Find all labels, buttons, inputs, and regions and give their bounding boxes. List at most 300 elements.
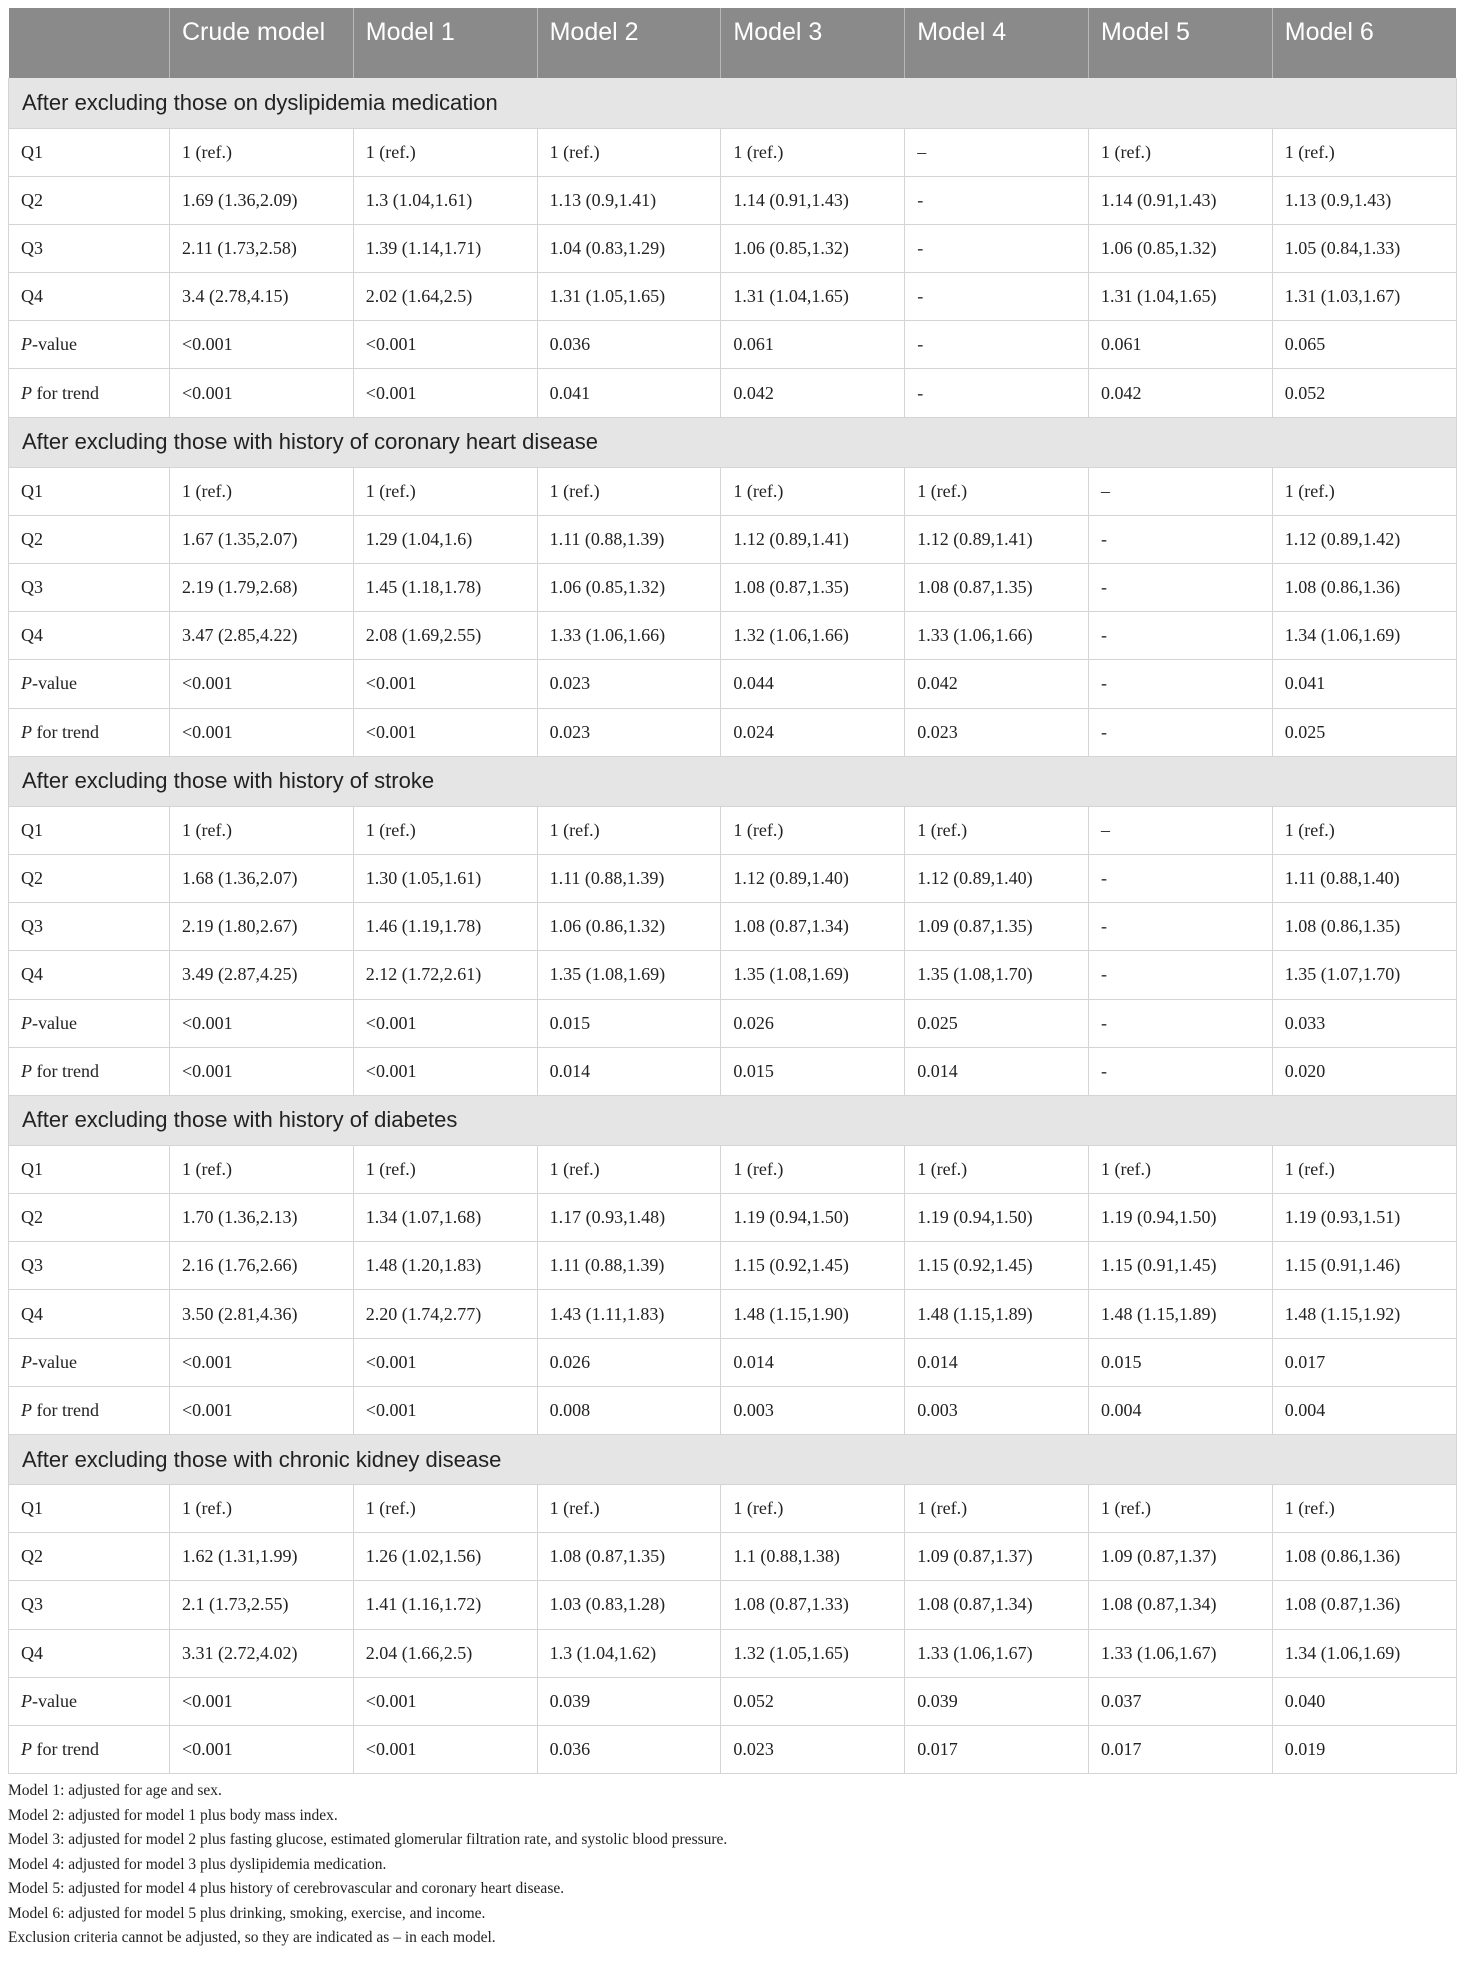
table-cell: 1 (ref.) — [721, 128, 905, 176]
table-cell: 2.1 (1.73,2.55) — [170, 1581, 354, 1629]
row-label-rest: -value — [32, 1012, 77, 1033]
table-cell: 1.12 (0.89,1.40) — [905, 854, 1089, 902]
table-cell: 0.033 — [1272, 999, 1456, 1047]
table-cell: 2.04 (1.66,2.5) — [353, 1629, 537, 1677]
table-cell: 1 (ref.) — [1088, 128, 1272, 176]
table-cell: 1 (ref.) — [353, 1485, 537, 1533]
table-cell: <0.001 — [353, 1047, 537, 1095]
table-cell: <0.001 — [170, 1386, 354, 1434]
section-header-row — [9, 1095, 1457, 1145]
table-cell: - — [1088, 612, 1272, 660]
table-cell: 1 (ref.) — [1272, 1145, 1456, 1193]
table-cell: 1.31 (1.05,1.65) — [537, 273, 721, 321]
table-cell: 1.31 (1.03,1.67) — [1272, 273, 1456, 321]
table-cell: <0.001 — [353, 660, 537, 708]
table-cell: <0.001 — [353, 1338, 537, 1386]
table-row — [9, 854, 1457, 902]
table-cell: 1 (ref.) — [170, 128, 354, 176]
table-cell: 1.33 (1.06,1.67) — [905, 1629, 1089, 1677]
table-row — [9, 564, 1457, 612]
table-cell: - — [1088, 564, 1272, 612]
table-row — [9, 176, 1457, 224]
table-cell: 0.036 — [537, 1725, 721, 1773]
section-header-row — [9, 1435, 1457, 1485]
table-cell: 1 (ref.) — [170, 467, 354, 515]
table-cell: - — [905, 321, 1089, 369]
table-cell: 2.20 (1.74,2.77) — [353, 1290, 537, 1338]
row-label-rest: for trend — [32, 1739, 99, 1760]
footnote: Exclusion criteria cannot be adjusted, so they are indicated as – in each model. — [8, 1929, 496, 1947]
row-label: Q2 — [9, 1194, 170, 1242]
table-row — [9, 1386, 1457, 1434]
table-cell: 3.31 (2.72,4.02) — [170, 1629, 354, 1677]
row-label: Q2 — [9, 176, 170, 224]
table-cell: - — [1088, 951, 1272, 999]
table-cell: 2.08 (1.69,2.55) — [353, 612, 537, 660]
table-row — [9, 1485, 1457, 1533]
row-label: Q4 — [9, 273, 170, 321]
table-row — [9, 806, 1457, 854]
row-label: Q4 — [9, 612, 170, 660]
table-cell: 0.003 — [905, 1386, 1089, 1434]
table-cell: - — [1088, 660, 1272, 708]
table-cell: 2.12 (1.72,2.61) — [353, 951, 537, 999]
header-cell: Model 4 — [905, 8, 1089, 78]
footnote: Model 4: adjusted for model 3 plus dyslipidemia medication. — [8, 1855, 387, 1873]
table-cell: 0.026 — [721, 999, 905, 1047]
table-cell: 1.46 (1.19,1.78) — [353, 903, 537, 951]
table-cell: 0.042 — [905, 660, 1089, 708]
table-cell: 0.023 — [537, 660, 721, 708]
table-row — [9, 999, 1457, 1047]
table-cell: 0.041 — [537, 369, 721, 417]
table-cell: 1 (ref.) — [353, 467, 537, 515]
row-label: Q1 — [9, 1485, 170, 1533]
table-cell: 1.09 (0.87,1.37) — [905, 1533, 1089, 1581]
table-cell: 1.11 (0.88,1.40) — [1272, 854, 1456, 902]
table-row — [9, 1629, 1457, 1677]
table-cell: 1.62 (1.31,1.99) — [170, 1533, 354, 1581]
table-cell: 1.08 (0.87,1.35) — [905, 564, 1089, 612]
table-cell: 3.49 (2.87,4.25) — [170, 951, 354, 999]
table-cell: 1.17 (0.93,1.48) — [537, 1194, 721, 1242]
row-label — [9, 321, 170, 369]
table-cell: 1 (ref.) — [353, 128, 537, 176]
table-cell: 1.48 (1.15,1.92) — [1272, 1290, 1456, 1338]
table-cell: 1.11 (0.88,1.39) — [537, 515, 721, 563]
table-row — [9, 1725, 1457, 1773]
table-row — [9, 467, 1457, 515]
row-label-rest: for trend — [32, 382, 99, 403]
table-row — [9, 951, 1457, 999]
table-cell: 1.06 (0.85,1.32) — [1088, 224, 1272, 272]
table-cell: <0.001 — [170, 1677, 354, 1725]
table-cell: 0.004 — [1272, 1386, 1456, 1434]
row-label-italic: P — [21, 382, 32, 403]
table-cell: 1 (ref.) — [721, 467, 905, 515]
table-cell: 1.08 (0.87,1.36) — [1272, 1581, 1456, 1629]
section-header-row — [9, 756, 1457, 806]
table-cell: 1.15 (0.91,1.46) — [1272, 1242, 1456, 1290]
table-cell: 1.12 (0.89,1.42) — [1272, 515, 1456, 563]
row-label — [9, 1047, 170, 1095]
table-cell: 0.014 — [721, 1338, 905, 1386]
table-cell: 0.024 — [721, 708, 905, 756]
table-cell: 0.015 — [1088, 1338, 1272, 1386]
row-label: Q3 — [9, 903, 170, 951]
section-title: After excluding those with history of diabetes — [9, 1095, 1457, 1145]
row-label-italic: P — [21, 334, 32, 355]
table-cell: 0.039 — [537, 1677, 721, 1725]
table-cell: 1.05 (0.84,1.33) — [1272, 224, 1456, 272]
table-row — [9, 1338, 1457, 1386]
header-row — [9, 8, 1457, 78]
table-cell: 1 (ref.) — [170, 806, 354, 854]
row-label: Q1 — [9, 128, 170, 176]
table-cell: <0.001 — [170, 999, 354, 1047]
table-cell: 0.026 — [537, 1338, 721, 1386]
table-cell: 2.11 (1.73,2.58) — [170, 224, 354, 272]
table-cell: 1 (ref.) — [170, 1485, 354, 1533]
table-cell: 0.017 — [905, 1725, 1089, 1773]
row-label: Q4 — [9, 1629, 170, 1677]
section-title: After excluding those with history of coronary heart disease — [9, 417, 1457, 467]
table-cell: 1.08 (0.87,1.35) — [721, 564, 905, 612]
table-cell: - — [1088, 708, 1272, 756]
table-cell: 0.044 — [721, 660, 905, 708]
table-cell: 0.023 — [721, 1725, 905, 1773]
row-label-italic: P — [21, 673, 32, 694]
table-cell: <0.001 — [353, 321, 537, 369]
table-cell: 1 (ref.) — [905, 1145, 1089, 1193]
table-cell: <0.001 — [353, 1725, 537, 1773]
table-row — [9, 1145, 1457, 1193]
row-label-italic: P — [21, 1351, 32, 1372]
table-cell: 0.008 — [537, 1386, 721, 1434]
table-cell: 1.19 (0.94,1.50) — [1088, 1194, 1272, 1242]
table-row — [9, 273, 1457, 321]
table-cell: 2.16 (1.76,2.66) — [170, 1242, 354, 1290]
table-cell: 0.040 — [1272, 1677, 1456, 1725]
table-cell: 1.67 (1.35,2.07) — [170, 515, 354, 563]
table-cell: 3.47 (2.85,4.22) — [170, 612, 354, 660]
section-title: After excluding those with history of stroke — [9, 756, 1457, 806]
row-label: Q3 — [9, 1581, 170, 1629]
table-cell: 1.19 (0.94,1.50) — [721, 1194, 905, 1242]
section-title: After excluding those with chronic kidney disease — [9, 1435, 1457, 1485]
row-label: Q4 — [9, 1290, 170, 1338]
table-cell: 1.33 (1.06,1.67) — [1088, 1629, 1272, 1677]
row-label: Q3 — [9, 224, 170, 272]
table-cell: 1 (ref.) — [170, 1145, 354, 1193]
table-cell: 1.11 (0.88,1.39) — [537, 1242, 721, 1290]
table-cell: 0.065 — [1272, 321, 1456, 369]
table-cell: <0.001 — [353, 1677, 537, 1725]
row-label — [9, 1725, 170, 1773]
table-cell: 1.06 (0.85,1.32) — [721, 224, 905, 272]
table-cell: 1 (ref.) — [1272, 1485, 1456, 1533]
row-label-italic: P — [21, 1399, 32, 1420]
table-cell: 0.039 — [905, 1677, 1089, 1725]
table-cell: 1.19 (0.94,1.50) — [905, 1194, 1089, 1242]
table-cell: 1.34 (1.06,1.69) — [1272, 612, 1456, 660]
table-cell: 1.08 (0.87,1.34) — [721, 903, 905, 951]
table-cell: 2.19 (1.80,2.67) — [170, 903, 354, 951]
table-cell: 1.13 (0.9,1.41) — [537, 176, 721, 224]
table-cell: <0.001 — [170, 1725, 354, 1773]
table-cell: 2.19 (1.79,2.68) — [170, 564, 354, 612]
table-row — [9, 1677, 1457, 1725]
table-cell: 1.35 (1.08,1.69) — [537, 951, 721, 999]
row-label — [9, 1338, 170, 1386]
table-cell: 1.29 (1.04,1.6) — [353, 515, 537, 563]
table-cell: 1.15 (0.92,1.45) — [905, 1242, 1089, 1290]
table-cell: 1.08 (0.87,1.33) — [721, 1581, 905, 1629]
table-cell: 0.041 — [1272, 660, 1456, 708]
table-cell: 1.1 (0.88,1.38) — [721, 1533, 905, 1581]
table-cell: 3.50 (2.81,4.36) — [170, 1290, 354, 1338]
table-row — [9, 1194, 1457, 1242]
table-cell: 1.12 (0.89,1.41) — [905, 515, 1089, 563]
table-cell: 1.08 (0.87,1.34) — [905, 1581, 1089, 1629]
table-cell: 1 (ref.) — [721, 1145, 905, 1193]
document — [8, 8, 1452, 1951]
table-cell: 1.04 (0.83,1.29) — [537, 224, 721, 272]
row-label — [9, 1677, 170, 1725]
table-cell: – — [1088, 806, 1272, 854]
table-cell: 1.08 (0.86,1.36) — [1272, 1533, 1456, 1581]
table-cell: - — [1088, 903, 1272, 951]
table-cell: 0.017 — [1272, 1338, 1456, 1386]
table-cell: 0.023 — [905, 708, 1089, 756]
table-cell: <0.001 — [170, 369, 354, 417]
table-cell: - — [905, 369, 1089, 417]
table-cell: 0.020 — [1272, 1047, 1456, 1095]
table-row — [9, 1533, 1457, 1581]
row-label-italic: P — [21, 1060, 32, 1081]
table-cell: 1 (ref.) — [721, 1485, 905, 1533]
table-cell: 1 (ref.) — [1088, 1145, 1272, 1193]
table-body — [9, 78, 1457, 1774]
table-cell: 0.019 — [1272, 1725, 1456, 1773]
table-cell: 1.45 (1.18,1.78) — [353, 564, 537, 612]
row-label: Q1 — [9, 806, 170, 854]
results-table — [8, 8, 1457, 1774]
row-label — [9, 660, 170, 708]
table-cell: 1.09 (0.87,1.35) — [905, 903, 1089, 951]
row-label: Q1 — [9, 467, 170, 515]
table-cell: <0.001 — [170, 321, 354, 369]
table-cell: 1 (ref.) — [537, 806, 721, 854]
header-cell: Model 6 — [1272, 8, 1456, 78]
header-cell: Model 2 — [537, 8, 721, 78]
table-cell: 1 (ref.) — [537, 1485, 721, 1533]
table-cell: 1 (ref.) — [905, 806, 1089, 854]
table-cell: 1.3 (1.04,1.61) — [353, 176, 537, 224]
table-cell: 1.30 (1.05,1.61) — [353, 854, 537, 902]
table-cell: <0.001 — [170, 660, 354, 708]
footnote: Model 1: adjusted for age and sex. — [8, 1782, 222, 1800]
table-cell: - — [1088, 854, 1272, 902]
table-cell: 1.15 (0.91,1.45) — [1088, 1242, 1272, 1290]
table-cell: 0.042 — [721, 369, 905, 417]
table-cell: <0.001 — [353, 708, 537, 756]
row-label-rest: -value — [32, 673, 77, 694]
table-cell: 1.06 (0.85,1.32) — [537, 564, 721, 612]
table-cell: 1.08 (0.87,1.35) — [537, 1533, 721, 1581]
table-cell: 1.26 (1.02,1.56) — [353, 1533, 537, 1581]
table-cell: 1.31 (1.04,1.65) — [721, 273, 905, 321]
table-cell: 1.08 (0.86,1.36) — [1272, 564, 1456, 612]
table-cell: 0.014 — [905, 1047, 1089, 1095]
table-cell: 1 (ref.) — [537, 1145, 721, 1193]
table-cell: 1.35 (1.08,1.70) — [905, 951, 1089, 999]
table-cell: 1.19 (0.93,1.51) — [1272, 1194, 1456, 1242]
section-title: After excluding those on dyslipidemia medication — [9, 78, 1457, 128]
row-label-rest: -value — [32, 334, 77, 355]
row-label: Q3 — [9, 564, 170, 612]
table-row — [9, 128, 1457, 176]
table-cell: - — [905, 176, 1089, 224]
table-cell: 1.08 (0.86,1.35) — [1272, 903, 1456, 951]
table-cell: <0.001 — [353, 999, 537, 1047]
table-cell: 0.061 — [1088, 321, 1272, 369]
table-row — [9, 708, 1457, 756]
row-label: Q4 — [9, 951, 170, 999]
table-cell: 1.70 (1.36,2.13) — [170, 1194, 354, 1242]
table-cell: 0.061 — [721, 321, 905, 369]
table-cell: 1.69 (1.36,2.09) — [170, 176, 354, 224]
table-cell: 1.14 (0.91,1.43) — [1088, 176, 1272, 224]
table-cell: <0.001 — [353, 1386, 537, 1434]
table-cell: 1.14 (0.91,1.43) — [721, 176, 905, 224]
table-cell: 1.32 (1.06,1.66) — [721, 612, 905, 660]
row-label-rest: -value — [32, 1690, 77, 1711]
table-cell: 1.35 (1.08,1.69) — [721, 951, 905, 999]
table-cell: 1.43 (1.11,1.83) — [537, 1290, 721, 1338]
table-row — [9, 321, 1457, 369]
table-cell: 1 (ref.) — [1272, 128, 1456, 176]
table-cell: 1.15 (0.92,1.45) — [721, 1242, 905, 1290]
table-row — [9, 903, 1457, 951]
section-header-row — [9, 78, 1457, 128]
table-cell: 1 (ref.) — [905, 1485, 1089, 1533]
row-label-rest: -value — [32, 1351, 77, 1372]
table-cell: - — [1088, 999, 1272, 1047]
section-header-row — [9, 417, 1457, 467]
table-row — [9, 660, 1457, 708]
table-cell: 1.39 (1.14,1.71) — [353, 224, 537, 272]
row-label — [9, 369, 170, 417]
table-cell: 3.4 (2.78,4.15) — [170, 273, 354, 321]
table-cell: 1 (ref.) — [905, 467, 1089, 515]
header-cell: Model 1 — [353, 8, 537, 78]
table-cell: 1.13 (0.9,1.43) — [1272, 176, 1456, 224]
row-label-italic: P — [21, 1690, 32, 1711]
table-cell: 0.052 — [1272, 369, 1456, 417]
table-cell: 0.025 — [905, 999, 1089, 1047]
table-cell: – — [1088, 467, 1272, 515]
row-label: Q2 — [9, 515, 170, 563]
table-cell: 1.35 (1.07,1.70) — [1272, 951, 1456, 999]
row-label-rest: for trend — [32, 721, 99, 742]
table-cell: 0.017 — [1088, 1725, 1272, 1773]
table-cell: 1.41 (1.16,1.72) — [353, 1581, 537, 1629]
table-cell: 1.09 (0.87,1.37) — [1088, 1533, 1272, 1581]
table-cell: 1.3 (1.04,1.62) — [537, 1629, 721, 1677]
table-cell: 1.11 (0.88,1.39) — [537, 854, 721, 902]
row-label — [9, 1386, 170, 1434]
row-label: Q1 — [9, 1145, 170, 1193]
row-label-rest: for trend — [32, 1399, 99, 1420]
table-cell: 1.48 (1.15,1.89) — [1088, 1290, 1272, 1338]
table-cell: 1.03 (0.83,1.28) — [537, 1581, 721, 1629]
table-cell: - — [905, 224, 1089, 272]
table-cell: 0.037 — [1088, 1677, 1272, 1725]
table-cell: <0.001 — [353, 369, 537, 417]
table-cell: 1.48 (1.15,1.90) — [721, 1290, 905, 1338]
table-cell: 1 (ref.) — [353, 806, 537, 854]
table-cell: 1 (ref.) — [1272, 806, 1456, 854]
table-cell: 1 (ref.) — [1272, 467, 1456, 515]
table-row — [9, 1242, 1457, 1290]
table-cell: - — [1088, 515, 1272, 563]
table-cell: 0.042 — [1088, 369, 1272, 417]
table-cell: 1.33 (1.06,1.66) — [905, 612, 1089, 660]
table-row — [9, 515, 1457, 563]
row-label — [9, 708, 170, 756]
row-label: Q2 — [9, 1533, 170, 1581]
table-cell: 1 (ref.) — [721, 806, 905, 854]
header-cell-blank — [9, 8, 170, 78]
table-cell: 1.48 (1.15,1.89) — [905, 1290, 1089, 1338]
table-cell: 1.12 (0.89,1.40) — [721, 854, 905, 902]
table-cell: 0.015 — [721, 1047, 905, 1095]
row-label-italic: P — [21, 721, 32, 742]
row-label: Q3 — [9, 1242, 170, 1290]
table-cell: <0.001 — [170, 1338, 354, 1386]
table-cell: 0.014 — [537, 1047, 721, 1095]
table-row — [9, 612, 1457, 660]
table-cell: 1.34 (1.07,1.68) — [353, 1194, 537, 1242]
table-cell: - — [1088, 1047, 1272, 1095]
table-row — [9, 1047, 1457, 1095]
table-cell: <0.001 — [170, 1047, 354, 1095]
footnote: Model 2: adjusted for model 1 plus body mass index. — [8, 1806, 338, 1824]
table-cell: 2.02 (1.64,2.5) — [353, 273, 537, 321]
table-cell: 1 (ref.) — [537, 128, 721, 176]
table-cell: 0.052 — [721, 1677, 905, 1725]
table-cell: 0.003 — [721, 1386, 905, 1434]
table-cell: 0.023 — [537, 708, 721, 756]
table-cell: 1.68 (1.36,2.07) — [170, 854, 354, 902]
table-cell: 1.08 (0.87,1.34) — [1088, 1581, 1272, 1629]
table-cell: 1.31 (1.04,1.65) — [1088, 273, 1272, 321]
table-cell: - — [905, 273, 1089, 321]
table-row — [9, 1581, 1457, 1629]
row-label-italic: P — [21, 1739, 32, 1760]
header-cell: Model 5 — [1088, 8, 1272, 78]
table-cell: – — [905, 128, 1089, 176]
footnote: Model 5: adjusted for model 4 plus history of cerebrovascular and coronary heart disease. — [8, 1880, 565, 1898]
footnote: Model 3: adjusted for model 2 plus fasting glucose, estimated glomerular filtration rate, and systolic blood pressure. — [8, 1831, 728, 1849]
table-cell: 0.004 — [1088, 1386, 1272, 1434]
table-cell: 1 (ref.) — [537, 467, 721, 515]
table-cell: 0.014 — [905, 1338, 1089, 1386]
header-cell: Model 3 — [721, 8, 905, 78]
table-cell: 1.48 (1.20,1.83) — [353, 1242, 537, 1290]
table-cell: 1 (ref.) — [353, 1145, 537, 1193]
